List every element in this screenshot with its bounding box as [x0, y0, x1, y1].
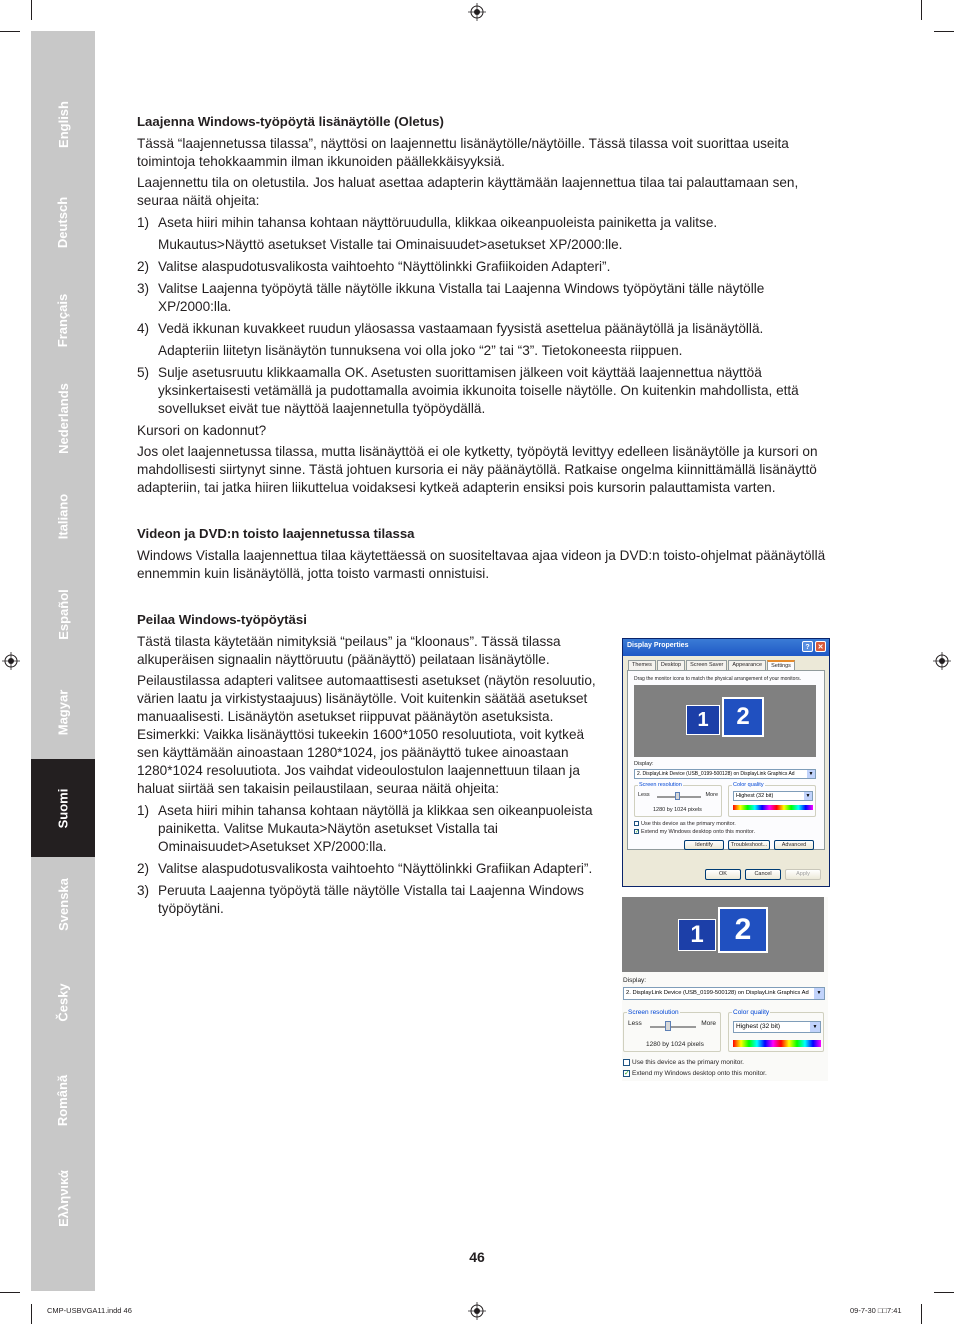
checkbox-label: Use this device as the primary monitor.	[632, 1059, 744, 1067]
tab-screen-saver[interactable]: Screen Saver	[686, 660, 727, 670]
monitor-number: 1	[697, 709, 709, 731]
list-item	[137, 214, 837, 254]
tab-italiano[interactable]	[31, 467, 95, 565]
mirror-section	[137, 611, 607, 918]
tab-label: Français	[55, 293, 71, 347]
display-value: 2. DisplayLink Device (USB_0199-500128) on DisplayLink Graphics Ad	[626, 990, 809, 996]
dialog-titlebar	[623, 639, 829, 656]
tab-magyar[interactable]	[31, 663, 95, 761]
apply-button[interactable]: Apply	[785, 869, 821, 880]
step-text: Valitse Laajenna työpöytä tälle näytölle ikkuna Vistalla tai Laajenna Windows työpöytäni tälle näytölle XP/2000:lla.	[158, 281, 765, 314]
color-quality-select[interactable]	[733, 1021, 821, 1033]
resolution-slider-track	[650, 1026, 696, 1028]
footer-filename: CMP-USBVGA11.indd 46	[47, 1306, 132, 1315]
extend-desktop-checkbox[interactable]: ✓ Extend my Windows desktop onto this monitor.	[624, 1070, 767, 1078]
monitor-1-icon[interactable]	[678, 919, 716, 951]
crop-mark	[0, 1292, 20, 1293]
tab-cesky[interactable]	[31, 953, 95, 1051]
paragraph: Kursori on kadonnut?	[137, 423, 267, 438]
display-value: 2. DisplayLink Device (USB_0199-500128) on DisplayLink Graphics Ad	[637, 771, 795, 777]
crop-mark	[31, 0, 32, 20]
step-number: 3)	[137, 281, 150, 296]
step-number: 1)	[137, 803, 150, 818]
crop-mark	[921, 1304, 922, 1324]
chevron-down-icon: ▼	[808, 771, 814, 777]
tab-label: Italiano	[55, 493, 71, 539]
monitor-arrangement	[622, 897, 824, 972]
advanced-button[interactable]: Advanced	[774, 840, 814, 850]
step-note: Mukautus>Näyttö asetukset Vistalle tai Ominaisuudet>asetukset XP/2000:lle.	[158, 237, 623, 252]
color-spectrum	[733, 1040, 821, 1047]
step-text: Valitse alaspudotusvalikosta vaihtoehto “Näyttölinkki Grafiikan Adapteri”.	[158, 861, 593, 876]
tab-themes[interactable]: Themes	[628, 660, 656, 670]
instruction-text: Drag the monitor icons to match the physical arrangement of your monitors.	[634, 676, 802, 682]
paragraph: Windows Vistalla laajennettua tilaa käytettäessä on suositeltavaa ajaa videon ja DVD:n toisto-ohjelmat päänäytöllä ennemmin kuin lisänäytöllä, jotta toisto varmasti onnistuisi.	[137, 548, 826, 581]
chevron-down-icon: ▼	[805, 793, 811, 799]
instruction-list	[137, 802, 607, 918]
settings-detail-screenshot	[622, 897, 828, 1081]
step-text: Sulje asetusruutu klikkaamalla OK. Asetusten suorittamisen jälkeen voit käyttää laajennettua näyttöä yksinkertaisesti vetämällä ja pudottamalla avoimia ikkunoita toiselle näytölle. On kuitenkin mahdollista, että sovellukset eivät tue näyttöä laajennetulla työpöydällä.	[158, 365, 799, 416]
tab-francais[interactable]	[31, 271, 95, 369]
step-text: Peruuta Laajenna työpöytä tälle näytölle Vistalla tai Laajenna Windows työpöytäni.	[158, 883, 584, 916]
chevron-down-icon: ▼	[810, 1022, 820, 1032]
page-number: 46	[469, 1249, 485, 1265]
monitor-1-icon[interactable]	[686, 705, 720, 735]
list-item	[137, 882, 607, 918]
paragraph: Jos olet laajennetussa tilassa, mutta lisänäyttöä ei ole kytketty, työpöytä levittyy edelleen lisänäytölle ja kursori on mahdollisesti siirtynyt sinne. Tästä johtuen kursoria ei näy päänäytöllä. Ratkaise ongelma kiinnittämällä lisänäyttö adapteriin, tai jatka hiiren liikuttelua voidaksesi kytkeä adapterin ensiksi pois kursorin palauttamista varten.	[137, 444, 818, 495]
tab-label: Svenska	[55, 877, 71, 931]
color-quality-value: Highest (32 bit)	[736, 793, 774, 799]
dialog-tabs	[623, 656, 829, 670]
checkbox-label: Extend my Windows desktop onto this monitor.	[641, 829, 756, 835]
crop-mark	[921, 0, 922, 20]
list-item	[137, 802, 607, 856]
less-label: Less	[628, 1020, 642, 1027]
more-label: More	[705, 792, 718, 798]
step-number: 1)	[137, 215, 150, 230]
checkbox-label: Use this device as the primary monitor.	[641, 821, 736, 827]
monitor-2-icon[interactable]	[722, 697, 764, 737]
tab-espanol[interactable]	[31, 565, 95, 663]
list-item	[137, 860, 607, 878]
registration-mark-icon	[933, 652, 951, 670]
tab-ellinika[interactable]	[31, 1149, 95, 1247]
registration-mark-icon	[468, 1302, 486, 1320]
tab-svenska[interactable]	[31, 855, 95, 953]
crop-mark	[934, 31, 954, 32]
tab-appearance[interactable]: Appearance	[728, 660, 766, 670]
tab-label: Nederlands	[55, 382, 71, 454]
dialog-title: Display Properties	[627, 642, 689, 649]
section-heading: Laajenna Windows-työpöytä lisänäytölle (Oletus)	[137, 114, 444, 129]
display-select[interactable]	[634, 769, 816, 779]
identify-button[interactable]: Identify	[684, 840, 724, 850]
color-quality-group	[728, 1009, 824, 1052]
color-spectrum	[733, 805, 813, 810]
ok-button[interactable]: OK	[705, 869, 741, 880]
tab-label: Česky	[55, 982, 71, 1022]
tab-english[interactable]	[31, 75, 95, 173]
section-heading: Peilaa Windows-työpöytäsi	[137, 612, 307, 627]
tab-label: Magyar	[55, 689, 71, 735]
step-text: Valitse alaspudotusvalikosta vaihtoehto “Näyttölinkki Grafiikoiden Adapteri”.	[158, 259, 611, 274]
list-item	[137, 320, 837, 360]
display-select[interactable]	[623, 987, 825, 1000]
paragraph: Laajennettu tila on oletustila. Jos haluat asettaa adapterin käyttämään laajennettua tilaa tai palauttamaan sen, seuraa näitä ohjeita:	[137, 175, 799, 208]
registration-mark-icon	[468, 3, 486, 21]
tab-romana[interactable]	[31, 1051, 95, 1149]
monitor-arrangement	[634, 685, 816, 757]
list-item	[137, 258, 837, 276]
tab-desktop[interactable]: Desktop	[657, 660, 685, 670]
list-item	[137, 364, 837, 418]
step-number: 3)	[137, 883, 150, 898]
step-text: Aseta hiiri mihin tahansa kohtaan näytöllä ja klikkaa sen oikeanpuoleista painiketta. Valitse Mukauta>Näytön asetukset Vistalla tai Ominaisuudet>Asetukset XP/2000:lla.	[158, 803, 593, 854]
tab-suomi[interactable]	[31, 759, 95, 857]
step-number: 2)	[137, 259, 150, 274]
settings-panel	[627, 670, 825, 850]
tab-deutsch[interactable]	[31, 173, 95, 271]
less-label: Less	[638, 792, 650, 798]
color-quality-label: Color quality	[733, 1009, 770, 1016]
step-text: Aseta hiiri mihin tahansa kohtaan näyttöruudulla, klikkaa oikeanpuoleista painiketta ja valitse.	[158, 215, 718, 230]
paragraph: Tässä “laajennetussa tilassa”, näyttösi on laajennettu lisänäytölle/näytöille. Tässä tilassa voit suorittaa useita toimintoja tehokkaammin ilman ikkunoiden päällekkäisyyksiä.	[137, 136, 789, 169]
monitor-2-icon[interactable]	[718, 907, 768, 953]
display-properties-screenshot	[622, 638, 830, 887]
display-label: Display:	[634, 761, 654, 767]
tab-settings[interactable]: Settings	[767, 660, 795, 670]
crop-mark	[31, 1304, 32, 1324]
resolution-label: Screen resolution	[628, 1009, 679, 1016]
chevron-down-icon: ▼	[814, 988, 824, 999]
tab-nederlands[interactable]	[31, 369, 95, 467]
color-quality-select[interactable]	[733, 791, 813, 801]
crop-mark	[934, 1292, 954, 1293]
resolution-slider-thumb[interactable]	[675, 792, 680, 800]
extend-desktop-checkbox[interactable]: ✓ Extend my Windows desktop onto this monitor.	[635, 829, 756, 836]
monitor-number: 1	[690, 921, 704, 948]
resolution-value: 1280 by 1024 pixels	[653, 807, 702, 813]
color-quality-value: Highest (32 bit)	[736, 1023, 781, 1030]
monitor-number: 2	[734, 913, 752, 946]
language-sidebar	[31, 31, 95, 1291]
more-label: More	[701, 1020, 716, 1027]
footer-date: 09-7-30 □□7:41	[850, 1306, 902, 1315]
primary-monitor-checkbox[interactable]	[634, 821, 736, 827]
resolution-group	[634, 782, 722, 817]
close-icon[interactable]: ✕	[815, 641, 826, 652]
step-number: 2)	[137, 861, 150, 876]
tab-label: English	[55, 100, 71, 148]
registration-mark-icon	[2, 652, 20, 670]
color-quality-group	[728, 782, 816, 817]
step-number: 5)	[137, 365, 150, 380]
paragraph: Tästä tilasta käytetään nimityksiä “peilaus” ja “kloonaus”. Tässä tilassa alkuperäisen signaalin näyttöruutu (päänäyttö) peilataan lisänäytölle.	[137, 634, 561, 667]
help-icon[interactable]: ?	[802, 641, 813, 652]
tab-label: Español	[55, 588, 71, 640]
paragraph: Peilaustilassa adapteri valitsee automaattisesti asetukset (näytön resoluutio, värien laatu ja virkistystaajuus) lisänäytölle. Voit kuitenkin säätää asetukset manuaalisesti. Lisänäytön asetukset riippuvat päänäytön asetuksista. Esimerkki: Vaikka lisänäyttösi tukeekin 1600*1050 resoluutiota, voit kytkeä sen käyttämään ainoastaan 1280*1024, jos päänäyttö tukee ainoastaan 1280*1024 resoluutiota. Jos vaihdat videoulostulon laajennettuun tilaan ja haluat siirtää sen takaisin peilaustilaan, seuraa näitä ohjeita:	[137, 673, 596, 796]
tab-label: Ελληνικά	[55, 1169, 71, 1227]
step-number: 4)	[137, 321, 150, 336]
step-text: Vedä ikkunan kuvakkeet ruudun yläosassa vastaamaan fyysistä asettelua päänäytöllä ja lisänäytöllä.	[158, 321, 764, 336]
resolution-value: 1280 by 1024 pixels	[646, 1041, 704, 1048]
color-quality-label: Color quality	[733, 782, 764, 788]
crop-mark	[0, 31, 20, 32]
troubleshoot-button[interactable]: Troubleshoot...	[728, 840, 770, 850]
monitor-number: 2	[736, 703, 750, 730]
display-label: Display:	[623, 977, 647, 984]
resolution-slider-thumb[interactable]	[665, 1021, 671, 1031]
cancel-button[interactable]: Cancel	[745, 869, 781, 880]
section-heading: Videon ja DVD:n toisto laajennetussa tilassa	[137, 526, 415, 541]
instruction-list	[137, 214, 837, 418]
step-note: Adapteriin liitetyn lisänäytön tunnuksena voi olla joko “2” tai “3”. Tietokoneesta riippuen.	[158, 343, 683, 358]
tab-label: Deutsch	[55, 196, 71, 248]
tab-label: Suomi	[55, 788, 71, 828]
resolution-group	[623, 1009, 721, 1052]
resolution-label: Screen resolution	[639, 782, 682, 788]
checkbox-label: Extend my Windows desktop onto this monitor.	[632, 1070, 767, 1078]
list-item	[137, 280, 837, 316]
tab-label: Română	[55, 1074, 71, 1126]
primary-monitor-checkbox[interactable]	[623, 1059, 744, 1066]
